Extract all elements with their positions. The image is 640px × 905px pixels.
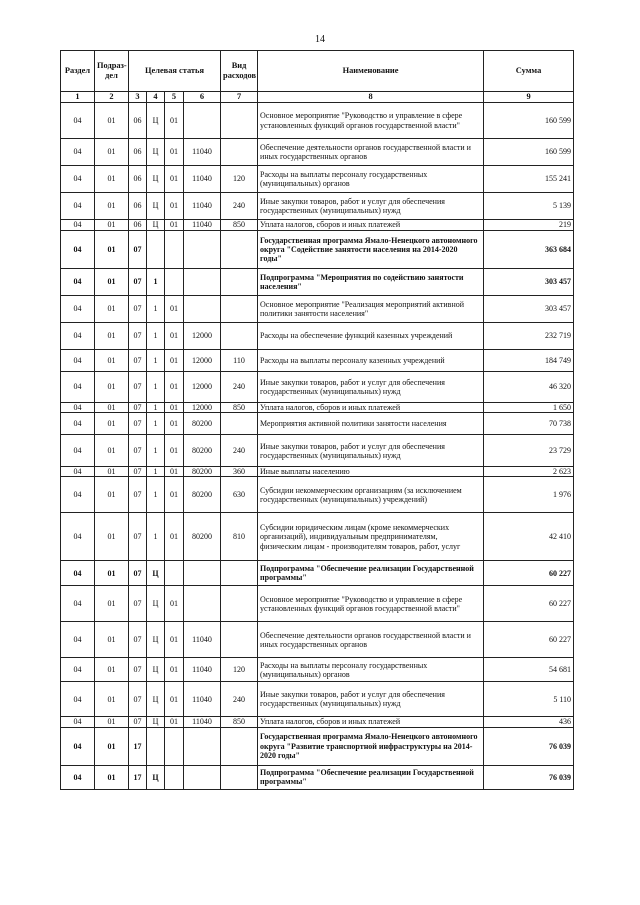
table-row [61,269,574,296]
cell-vid: 630 [221,477,258,513]
cell-program: 07 [129,435,147,467]
cell-name: Государственная программа Ямало-Ненецкого автономного округа "Содействие занятости населения на 2014-2020 годы" [258,231,484,269]
cell-podrazdel: 01 [95,561,129,586]
column-number-row [61,92,574,103]
cell-subprogram: Ц [147,193,165,220]
cell-event: 01 [165,586,184,622]
table-row [61,166,574,193]
cell-direction [184,103,221,139]
table-row [61,765,574,789]
cell-name: Основное мероприятие "Руководство и управление в сфере установленных функций органов государственной власти" [258,586,484,622]
cell-podrazdel: 01 [95,622,129,658]
header-celevaya: Целевая статья [129,51,221,92]
cell-sum: 219 [484,220,574,231]
cell-name: Обеспечение деятельности органов государственной власти и иных государственных органов [258,139,484,166]
cell-direction: 11040 [184,717,221,727]
cell-name: Субсидии юридическим лицам (кроме некоммерческих организаций), индивидуальным предпринимателям, физическим лицам - производителям товаров, работ, услуг [258,513,484,561]
table-row [61,413,574,435]
cell-razdel: 04 [61,435,95,467]
table-row [61,103,574,139]
cell-vid [221,269,258,296]
cell-sum: 303 457 [484,269,574,296]
cell-program: 06 [129,166,147,193]
cell-program: 07 [129,622,147,658]
cell-name: Уплата налогов, сборов и иных платежей [258,220,484,231]
cell-event [165,727,184,765]
cell-program: 07 [129,658,147,682]
cell-vid: 240 [221,682,258,717]
cell-vid: 240 [221,372,258,403]
table-row [61,477,574,513]
cell-sum: 70 738 [484,413,574,435]
cell-name: Основное мероприятие "Руководство и управление в сфере установленных функций органов государственной власти" [258,103,484,139]
cell-razdel: 04 [61,413,95,435]
cell-event: 01 [165,682,184,717]
cell-direction [184,765,221,789]
cell-program: 07 [129,350,147,372]
cell-subprogram: 1 [147,435,165,467]
header-name: Наименование [258,51,484,92]
cell-event: 01 [165,658,184,682]
table-row [61,372,574,403]
cell-podrazdel: 01 [95,403,129,413]
cell-podrazdel: 01 [95,193,129,220]
cell-name: Иные закупки товаров, работ и услуг для обеспечения государственных (муниципальных) нужд [258,193,484,220]
cell-program: 07 [129,477,147,513]
cell-sum: 1 650 [484,403,574,413]
cell-direction: 11040 [184,193,221,220]
cell-direction [184,561,221,586]
cell-direction: 80200 [184,467,221,477]
cell-vid [221,103,258,139]
column-number: 3 [129,92,147,103]
cell-program: 06 [129,139,147,166]
cell-razdel: 04 [61,403,95,413]
table-row [61,682,574,717]
header-razdel: Раздел [61,51,95,92]
cell-event [165,561,184,586]
cell-subprogram: Ц [147,220,165,231]
table-row [61,561,574,586]
table-row [61,220,574,231]
cell-razdel: 04 [61,561,95,586]
cell-direction [184,586,221,622]
cell-event: 01 [165,296,184,323]
cell-program: 17 [129,765,147,789]
cell-event: 01 [165,350,184,372]
cell-direction [184,296,221,323]
cell-event: 01 [165,166,184,193]
cell-program: 06 [129,193,147,220]
cell-razdel: 04 [61,103,95,139]
cell-razdel: 04 [61,467,95,477]
cell-program: 06 [129,220,147,231]
cell-name: Иные закупки товаров, работ и услуг для обеспечения государственных (муниципальных) нужд [258,435,484,467]
table-row [61,139,574,166]
table-row [61,717,574,727]
cell-subprogram: Ц [147,561,165,586]
cell-vid [221,561,258,586]
header-vid: Вид расходов [221,51,258,92]
column-number: 9 [484,92,574,103]
cell-name: Обеспечение деятельности органов государственной власти и иных государственных органов [258,622,484,658]
cell-subprogram: Ц [147,139,165,166]
cell-vid: 850 [221,403,258,413]
cell-sum: 46 320 [484,372,574,403]
cell-event: 01 [165,323,184,350]
cell-event: 01 [165,622,184,658]
column-number: 2 [95,92,129,103]
cell-subprogram: 1 [147,413,165,435]
cell-razdel: 04 [61,477,95,513]
table-row [61,231,574,269]
header-podrazdel: Подраз-дел [95,51,129,92]
cell-subprogram: 1 [147,513,165,561]
cell-sum: 303 457 [484,296,574,323]
cell-vid: 120 [221,658,258,682]
cell-name: Расходы на обеспечение функций казенных учреждений [258,323,484,350]
cell-podrazdel: 01 [95,103,129,139]
cell-name: Расходы на выплаты персоналу казенных учреждений [258,350,484,372]
table-row [61,658,574,682]
cell-program: 07 [129,413,147,435]
cell-subprogram: Ц [147,682,165,717]
cell-event: 01 [165,403,184,413]
cell-direction: 11040 [184,139,221,166]
cell-vid: 360 [221,467,258,477]
cell-razdel: 04 [61,220,95,231]
cell-subprogram: 1 [147,323,165,350]
cell-direction [184,269,221,296]
cell-razdel: 04 [61,323,95,350]
cell-razdel: 04 [61,296,95,323]
cell-razdel: 04 [61,350,95,372]
cell-razdel: 04 [61,513,95,561]
cell-name: Расходы на выплаты персоналу государственных (муниципальных) органов [258,166,484,193]
cell-podrazdel: 01 [95,765,129,789]
cell-event: 01 [165,477,184,513]
cell-program: 17 [129,727,147,765]
cell-event [165,231,184,269]
cell-podrazdel: 01 [95,717,129,727]
cell-direction: 80200 [184,477,221,513]
cell-razdel: 04 [61,231,95,269]
table-row [61,193,574,220]
cell-event: 01 [165,372,184,403]
cell-sum: 60 227 [484,586,574,622]
cell-program: 07 [129,586,147,622]
cell-vid: 850 [221,220,258,231]
cell-vid [221,765,258,789]
column-number: 8 [258,92,484,103]
cell-program: 07 [129,372,147,403]
cell-razdel: 04 [61,139,95,166]
cell-direction: 12000 [184,372,221,403]
cell-subprogram: Ц [147,166,165,193]
cell-podrazdel: 01 [95,350,129,372]
cell-vid: 810 [221,513,258,561]
cell-event: 01 [165,467,184,477]
table-row [61,296,574,323]
cell-direction [184,231,221,269]
cell-sum: 76 039 [484,727,574,765]
cell-vid [221,296,258,323]
cell-sum: 160 599 [484,139,574,166]
cell-sum: 60 227 [484,561,574,586]
cell-podrazdel: 01 [95,682,129,717]
cell-sum: 160 599 [484,103,574,139]
table-row [61,513,574,561]
cell-event [165,765,184,789]
cell-subprogram: 1 [147,296,165,323]
cell-razdel: 04 [61,586,95,622]
cell-program: 07 [129,467,147,477]
cell-program: 07 [129,403,147,413]
cell-razdel: 04 [61,166,95,193]
cell-podrazdel: 01 [95,586,129,622]
cell-vid [221,622,258,658]
cell-vid [221,727,258,765]
cell-sum: 436 [484,717,574,727]
cell-podrazdel: 01 [95,435,129,467]
cell-razdel: 04 [61,682,95,717]
cell-direction: 11040 [184,220,221,231]
cell-direction: 12000 [184,403,221,413]
cell-vid: 110 [221,350,258,372]
cell-event: 01 [165,193,184,220]
cell-sum: 155 241 [484,166,574,193]
table-row [61,622,574,658]
cell-podrazdel: 01 [95,513,129,561]
cell-subprogram [147,231,165,269]
cell-event: 01 [165,103,184,139]
cell-razdel: 04 [61,717,95,727]
cell-program: 07 [129,231,147,269]
cell-sum: 184 749 [484,350,574,372]
cell-podrazdel: 01 [95,231,129,269]
table-row [61,586,574,622]
cell-razdel: 04 [61,193,95,220]
cell-name: Уплата налогов, сборов и иных платежей [258,717,484,727]
cell-subprogram: 1 [147,372,165,403]
column-number: 5 [165,92,184,103]
table-row [61,403,574,413]
cell-sum: 1 976 [484,477,574,513]
cell-program: 07 [129,561,147,586]
cell-direction: 11040 [184,682,221,717]
table-row [61,435,574,467]
cell-program: 06 [129,103,147,139]
cell-podrazdel: 01 [95,166,129,193]
column-number: 7 [221,92,258,103]
cell-podrazdel: 01 [95,323,129,350]
cell-name: Государственная программа Ямало-Ненецкого автономного округа "Развитие транспортной инфраструктуры на 2014-2020 годы" [258,727,484,765]
cell-direction [184,727,221,765]
cell-razdel: 04 [61,269,95,296]
page-number: 14 [315,34,325,45]
cell-direction: 11040 [184,622,221,658]
cell-sum: 5 110 [484,682,574,717]
cell-sum: 23 729 [484,435,574,467]
cell-name: Подпрограмма "Мероприятия по содействию занятости населения" [258,269,484,296]
cell-podrazdel: 01 [95,139,129,166]
cell-podrazdel: 01 [95,269,129,296]
cell-name: Иные закупки товаров, работ и услуг для обеспечения государственных (муниципальных) нужд [258,372,484,403]
cell-subprogram: Ц [147,622,165,658]
cell-event: 01 [165,413,184,435]
cell-direction: 80200 [184,435,221,467]
cell-sum: 60 227 [484,622,574,658]
cell-podrazdel: 01 [95,296,129,323]
cell-podrazdel: 01 [95,413,129,435]
table-row [61,467,574,477]
cell-direction: 12000 [184,323,221,350]
table-row [61,727,574,765]
cell-subprogram: Ц [147,586,165,622]
cell-event: 01 [165,220,184,231]
header-sum: Сумма [484,51,574,92]
cell-name: Мероприятия активной политики занятости населения [258,413,484,435]
column-number: 6 [184,92,221,103]
table-body [61,103,574,790]
cell-event [165,269,184,296]
cell-subprogram: Ц [147,765,165,789]
header-row [61,51,574,92]
cell-direction: 80200 [184,413,221,435]
budget-table [60,50,574,790]
cell-podrazdel: 01 [95,477,129,513]
cell-vid [221,413,258,435]
cell-event: 01 [165,139,184,166]
cell-name: Субсидии некоммерческим организациям (за исключением государственных (муниципальных) учреждений) [258,477,484,513]
cell-subprogram: 1 [147,477,165,513]
cell-sum: 363 684 [484,231,574,269]
cell-vid: 240 [221,193,258,220]
cell-name: Иные закупки товаров, работ и услуг для обеспечения государственных (муниципальных) нужд [258,682,484,717]
cell-sum: 76 039 [484,765,574,789]
cell-program: 07 [129,513,147,561]
cell-vid: 850 [221,717,258,727]
cell-podrazdel: 01 [95,372,129,403]
cell-direction: 12000 [184,350,221,372]
cell-name: Подпрограмма "Обеспечение реализации Государственной программы" [258,765,484,789]
cell-razdel: 04 [61,622,95,658]
cell-podrazdel: 01 [95,727,129,765]
cell-subprogram: Ц [147,658,165,682]
table-row [61,323,574,350]
cell-program: 07 [129,717,147,727]
cell-sum: 232 719 [484,323,574,350]
cell-subprogram: Ц [147,103,165,139]
cell-vid [221,139,258,166]
cell-event: 01 [165,717,184,727]
cell-subprogram: 1 [147,467,165,477]
cell-vid: 240 [221,435,258,467]
column-number: 4 [147,92,165,103]
cell-direction: 11040 [184,166,221,193]
cell-sum: 2 623 [484,467,574,477]
cell-sum: 5 139 [484,193,574,220]
cell-sum: 42 410 [484,513,574,561]
cell-direction: 11040 [184,658,221,682]
cell-name: Уплата налогов, сборов и иных платежей [258,403,484,413]
cell-vid [221,586,258,622]
cell-razdel: 04 [61,658,95,682]
cell-program: 07 [129,323,147,350]
cell-program: 07 [129,682,147,717]
cell-program: 07 [129,269,147,296]
cell-subprogram [147,727,165,765]
table-row [61,350,574,372]
column-number: 1 [61,92,95,103]
cell-event: 01 [165,435,184,467]
cell-sum: 54 681 [484,658,574,682]
cell-program: 07 [129,296,147,323]
cell-name: Расходы на выплаты персоналу государственных (муниципальных) органов [258,658,484,682]
cell-razdel: 04 [61,372,95,403]
cell-name: Основное мероприятие "Реализация мероприятий активной политики занятости населения" [258,296,484,323]
cell-name: Иные выплаты населению [258,467,484,477]
cell-event: 01 [165,513,184,561]
cell-subprogram: 1 [147,403,165,413]
cell-vid [221,323,258,350]
cell-vid: 120 [221,166,258,193]
cell-razdel: 04 [61,727,95,765]
cell-vid [221,231,258,269]
cell-razdel: 04 [61,765,95,789]
cell-name: Подпрограмма "Обеспечение реализации Государственной программы" [258,561,484,586]
cell-direction: 80200 [184,513,221,561]
cell-subprogram: Ц [147,717,165,727]
cell-podrazdel: 01 [95,467,129,477]
cell-subprogram: 1 [147,350,165,372]
cell-subprogram: 1 [147,269,165,296]
cell-podrazdel: 01 [95,658,129,682]
cell-podrazdel: 01 [95,220,129,231]
